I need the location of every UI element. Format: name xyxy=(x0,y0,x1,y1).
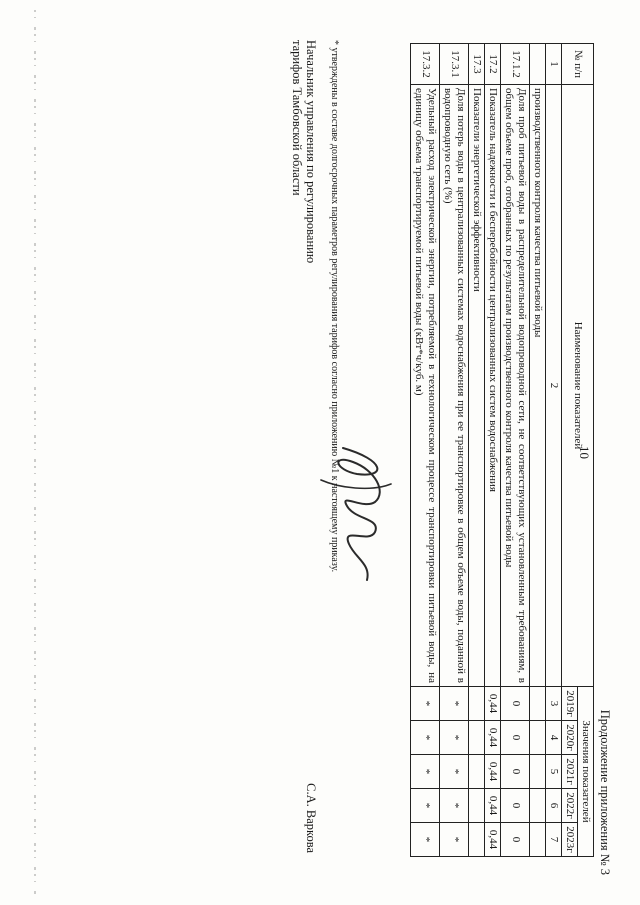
row-value: 0 xyxy=(501,755,530,789)
row-name: производственного контроля качества питьевой воды xyxy=(530,85,546,687)
row-name: Удельный расход электрической энергии, потребляемой в технологическом процессе транспортировки питьевой воды, на единицу объема транспортируемой питьевой воды (кВт*ч/куб. м) xyxy=(411,85,440,687)
row-value: 0,44 xyxy=(485,755,501,789)
row-value: 0 xyxy=(501,687,530,721)
footnote: * утверждены в составе долгосрочных параметров регулирования тарифов согласно приложению №1 к настоящему приказу. xyxy=(329,40,340,573)
table-row xyxy=(411,44,440,857)
row-value: * xyxy=(411,789,440,823)
indicators-table xyxy=(410,43,594,857)
row-value: 0 xyxy=(501,823,530,857)
index-cell: 1 xyxy=(546,44,562,85)
header-year: 2021г xyxy=(562,755,578,789)
index-cell: 5 xyxy=(546,755,562,789)
row-value: * xyxy=(440,721,469,755)
row-num xyxy=(530,44,546,85)
header-num: № п/п xyxy=(562,44,594,85)
row-value xyxy=(530,789,546,823)
row-num: 17.3.1 xyxy=(440,44,469,85)
signatory-title-line2: тарифов Тамбовской области xyxy=(289,40,304,196)
index-cell: 4 xyxy=(546,721,562,755)
header-year: 2020г xyxy=(562,721,578,755)
row-value xyxy=(530,687,546,721)
row-num: 17.3.2 xyxy=(411,44,440,85)
row-value xyxy=(469,755,485,789)
signatory-title-line1: Начальник управления по регулированию xyxy=(304,40,318,264)
row-name: Показатели энергетической эффективности xyxy=(469,85,485,687)
index-cell: 3 xyxy=(546,687,562,721)
header-name: Наименование показателей xyxy=(562,85,594,687)
signatory-title xyxy=(289,40,318,263)
table-row xyxy=(501,44,530,857)
row-value: * xyxy=(411,823,440,857)
row-value: * xyxy=(440,789,469,823)
table-index-row xyxy=(546,44,562,857)
table-row xyxy=(530,44,546,857)
row-num: 17.1.2 xyxy=(501,44,530,85)
row-value: * xyxy=(411,721,440,755)
signatory-name: С.А. Варкова xyxy=(304,783,318,853)
index-cell: 6 xyxy=(546,789,562,823)
scan-edge-marks xyxy=(30,0,40,905)
row-name: Показатель надежности и бесперебойности централизованных систем водоснабжения xyxy=(485,85,501,687)
table-row xyxy=(485,44,501,857)
header-values: Значения показателей xyxy=(578,687,594,857)
row-value: * xyxy=(440,823,469,857)
continuation-label: Продолжение приложения № 3 xyxy=(598,709,612,875)
row-value xyxy=(469,789,485,823)
table-row xyxy=(469,44,485,857)
row-num: 17.3 xyxy=(469,44,485,85)
row-value xyxy=(469,687,485,721)
row-value: * xyxy=(411,755,440,789)
row-value xyxy=(530,721,546,755)
header-year: 2019г xyxy=(562,687,578,721)
header-year: 2023г xyxy=(562,823,578,857)
row-value: 0,44 xyxy=(485,823,501,857)
row-name: Доля проб питьевой воды в распределительной водопроводной сети, не соответствующих установленным требованиям, в общем объеме проб, отобранных по результатам производственного контроля качества питьевой воды xyxy=(501,85,530,687)
row-value: 0,44 xyxy=(485,721,501,755)
row-value: 0 xyxy=(501,789,530,823)
row-value xyxy=(469,721,485,755)
row-value xyxy=(469,823,485,857)
row-value: * xyxy=(440,755,469,789)
row-value xyxy=(530,823,546,857)
row-value: 0,44 xyxy=(485,789,501,823)
table-header-row xyxy=(578,44,594,857)
header-year: 2022г xyxy=(562,789,578,823)
handwritten-signature xyxy=(315,440,405,590)
row-value: * xyxy=(440,687,469,721)
row-value: 0 xyxy=(501,721,530,755)
page-number: 10 xyxy=(577,446,592,459)
table-row xyxy=(440,44,469,857)
row-value: 0,44 xyxy=(485,687,501,721)
row-num: 17.2 xyxy=(485,44,501,85)
index-cell: 7 xyxy=(546,823,562,857)
row-name: Доля потерь воды в централизованных системах водоснабжения при ее транспортировке в общем объеме воды, поданной в водопроводную сеть (%) xyxy=(440,85,469,687)
index-cell: 2 xyxy=(546,85,562,687)
row-value: * xyxy=(411,687,440,721)
row-value xyxy=(530,755,546,789)
